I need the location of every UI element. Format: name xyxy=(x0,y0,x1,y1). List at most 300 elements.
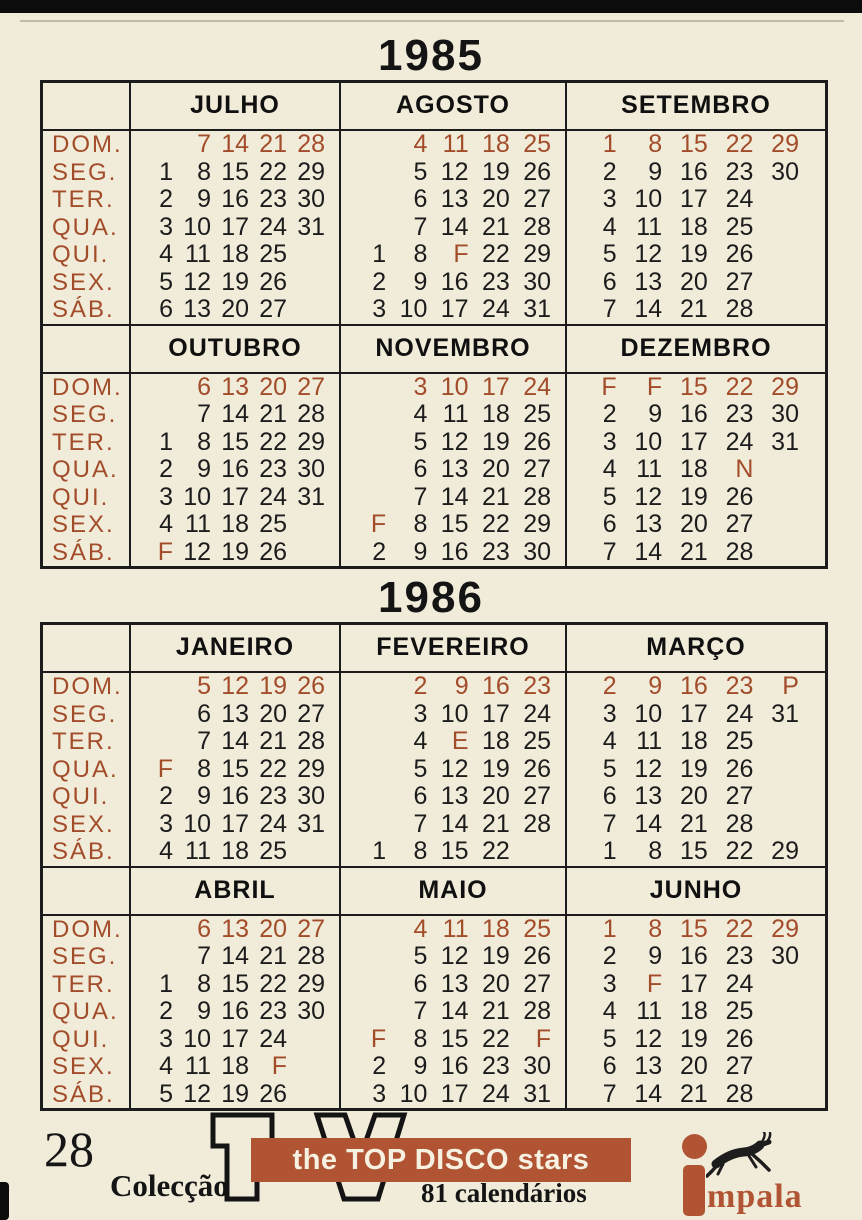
day-number: 7 xyxy=(197,400,211,428)
day-cells xyxy=(565,296,825,324)
day-number: 3 xyxy=(372,1079,387,1108)
day-number: 15 xyxy=(679,372,708,401)
day-number: 15 xyxy=(440,1024,469,1053)
day-number xyxy=(753,1081,799,1109)
day-number xyxy=(345,756,386,784)
day-number: 18 xyxy=(221,240,249,268)
day-number: 15 xyxy=(440,837,469,865)
month-header-row xyxy=(43,625,825,673)
day-number: 6 xyxy=(197,372,211,401)
day-number: 22 xyxy=(481,837,510,865)
day-number: 28 xyxy=(297,400,325,428)
day-cells xyxy=(129,701,339,729)
day-row xyxy=(43,1081,825,1109)
day-number xyxy=(287,539,325,567)
day-cells xyxy=(339,159,565,187)
day-number: 18 xyxy=(221,1052,249,1080)
day-label: SEG. xyxy=(52,700,118,728)
day-number: 16 xyxy=(679,672,708,700)
day-number: 12 xyxy=(440,427,469,456)
day-number: E xyxy=(451,727,469,755)
day-number: 13 xyxy=(183,295,211,323)
day-number xyxy=(753,214,799,242)
day-label: SEX. xyxy=(52,268,115,296)
day-number: 31 xyxy=(771,427,799,456)
day-number: 29 xyxy=(297,969,325,998)
day-number: 13 xyxy=(634,510,663,538)
day-number xyxy=(345,374,386,402)
day-number: 14 xyxy=(634,809,663,838)
day-number: 7 xyxy=(602,1079,617,1108)
day-number: F xyxy=(601,372,617,401)
day-number: 17 xyxy=(440,295,469,323)
day-number: 28 xyxy=(297,130,325,158)
day-cells xyxy=(565,838,825,866)
day-number: 10 xyxy=(634,699,663,728)
day-number: 25 xyxy=(523,400,551,428)
day-number: 3 xyxy=(602,427,617,456)
day-label: SEX. xyxy=(52,511,115,538)
day-number xyxy=(345,783,386,811)
day-number: 6 xyxy=(413,969,428,998)
day-number: 18 xyxy=(679,727,708,755)
day-row xyxy=(43,1053,825,1081)
day-number: 19 xyxy=(259,672,287,700)
day-number xyxy=(753,971,799,999)
day-number: 31 xyxy=(297,212,325,241)
day-cells xyxy=(565,484,825,512)
day-number: 13 xyxy=(221,914,249,943)
day-cells xyxy=(129,186,339,214)
day-row xyxy=(43,131,825,159)
day-cells xyxy=(129,943,339,971)
day-number: 4 xyxy=(413,914,428,943)
day-number xyxy=(345,429,386,457)
day-number: 13 xyxy=(440,185,469,213)
day-number: 10 xyxy=(634,427,663,456)
day-label: TER. xyxy=(52,970,115,998)
day-number: 14 xyxy=(221,942,249,970)
day-number: 24 xyxy=(259,482,287,511)
day-number: 7 xyxy=(413,482,428,511)
day-number: 29 xyxy=(297,427,325,456)
issue-number: 28 xyxy=(44,1121,94,1177)
day-number: 9 xyxy=(197,185,211,213)
day-number: 24 xyxy=(523,372,551,401)
day-number: 18 xyxy=(221,510,249,538)
day-number: 4 xyxy=(159,510,173,538)
day-number xyxy=(345,484,386,512)
day-number: 23 xyxy=(259,455,287,483)
day-number: 4 xyxy=(413,130,428,158)
day-number: 1 xyxy=(602,914,617,943)
day-number: 26 xyxy=(725,240,754,268)
day-number: 7 xyxy=(197,727,211,755)
month-name: JUNHO xyxy=(565,868,825,914)
day-number xyxy=(287,269,325,297)
day-number: 16 xyxy=(221,997,249,1025)
day-number: 10 xyxy=(183,809,211,838)
day-cells xyxy=(339,1053,565,1081)
day-number: 28 xyxy=(725,1079,754,1108)
day-cells xyxy=(129,296,339,324)
day-number: 7 xyxy=(602,809,617,838)
day-number xyxy=(510,838,551,866)
day-number: 20 xyxy=(679,782,708,810)
day-number: 24 xyxy=(725,699,754,728)
day-cells xyxy=(565,1053,825,1081)
day-cells xyxy=(565,186,825,214)
day-number: 22 xyxy=(725,837,754,865)
day-number: 6 xyxy=(413,455,428,483)
day-number: 16 xyxy=(440,1052,469,1080)
day-number: 17 xyxy=(221,1024,249,1053)
day-number: 8 xyxy=(648,130,663,158)
day-row xyxy=(43,241,825,269)
day-number: 24 xyxy=(481,295,510,323)
day-row xyxy=(43,269,825,297)
day-number: 3 xyxy=(413,372,428,401)
day-number: 28 xyxy=(523,809,551,838)
day-number: 20 xyxy=(679,267,708,296)
day-number: 28 xyxy=(523,212,551,241)
day-number: 7 xyxy=(413,809,428,838)
day-cells xyxy=(339,484,565,512)
day-number: 26 xyxy=(523,427,551,456)
day-number: 28 xyxy=(523,997,551,1025)
day-number: 26 xyxy=(297,672,325,700)
day-number: 5 xyxy=(602,1024,617,1053)
day-number: 11 xyxy=(636,455,663,483)
day-number: 26 xyxy=(725,754,754,783)
day-number: 9 xyxy=(197,455,211,483)
month-name: NOVEMBRO xyxy=(339,326,565,372)
day-number xyxy=(753,783,799,811)
day-cells xyxy=(129,131,339,159)
day-number: 7 xyxy=(197,942,211,970)
day-number: 10 xyxy=(634,185,663,213)
day-number: 28 xyxy=(725,537,754,566)
day-number: F xyxy=(157,754,173,783)
day-number: 30 xyxy=(771,157,799,186)
day-number: 13 xyxy=(221,372,249,401)
day-cells xyxy=(339,838,565,866)
day-number: 5 xyxy=(602,754,617,783)
day-label: SÁB. xyxy=(52,838,115,865)
day-number: F xyxy=(370,1024,387,1053)
day-number xyxy=(135,401,173,429)
day-label: SEG. xyxy=(52,158,118,186)
day-number xyxy=(135,701,173,729)
day-number: 21 xyxy=(679,537,708,566)
day-cells xyxy=(339,429,565,457)
day-number xyxy=(135,374,173,402)
day-cells xyxy=(565,783,825,811)
day-number: 14 xyxy=(221,727,249,755)
day-cells xyxy=(129,916,339,944)
day-number xyxy=(345,159,386,187)
day-number: 17 xyxy=(221,482,249,511)
day-row xyxy=(43,943,825,971)
day-number: 4 xyxy=(602,727,617,755)
leaping-impala-icon xyxy=(706,1132,776,1180)
day-number: 29 xyxy=(771,130,799,158)
day-number: 28 xyxy=(725,809,754,838)
day-number: 18 xyxy=(679,212,708,241)
day-number: F xyxy=(453,240,469,268)
day-number: 12 xyxy=(440,157,469,186)
day-row xyxy=(43,998,825,1026)
day-number: 20 xyxy=(221,295,249,323)
day-number: 27 xyxy=(523,782,551,810)
day-label: DOM. xyxy=(52,131,123,158)
day-number: 17 xyxy=(440,1079,469,1108)
day-number: 21 xyxy=(259,727,287,755)
day-number: 7 xyxy=(602,295,617,323)
day-number: 11 xyxy=(636,997,663,1025)
day-number xyxy=(753,811,799,839)
day-number: 3 xyxy=(159,482,173,511)
day-number: 20 xyxy=(679,510,708,538)
day-cells xyxy=(339,214,565,242)
day-number: 15 xyxy=(221,427,249,456)
impala-i-stem xyxy=(683,1165,705,1216)
day-row xyxy=(43,511,825,539)
day-number: 25 xyxy=(523,727,551,755)
day-cells xyxy=(129,783,339,811)
day-cells xyxy=(565,756,825,784)
impala-wordmark: mpala xyxy=(707,1178,803,1215)
day-cells xyxy=(565,943,825,971)
day-number: 9 xyxy=(197,782,211,810)
month-name: DEZEMBRO xyxy=(565,326,825,372)
day-number xyxy=(753,539,799,567)
day-number: 2 xyxy=(159,455,173,483)
day-number xyxy=(287,1053,325,1081)
day-number: 16 xyxy=(440,537,469,566)
day-number: 2 xyxy=(602,157,617,186)
day-number: 5 xyxy=(413,157,428,186)
day-number: 3 xyxy=(413,699,428,728)
day-row xyxy=(43,811,825,839)
day-number: 21 xyxy=(259,130,287,158)
day-number xyxy=(753,456,799,484)
day-cells xyxy=(565,511,825,539)
day-number: 24 xyxy=(481,1079,510,1108)
day-cells xyxy=(339,401,565,429)
day-number xyxy=(753,484,799,512)
day-number: 12 xyxy=(221,672,249,700)
day-cells xyxy=(129,1053,339,1081)
day-number: 26 xyxy=(523,942,551,970)
day-number: 2 xyxy=(602,942,617,970)
day-number: 6 xyxy=(602,267,617,296)
day-cells xyxy=(565,1081,825,1109)
day-number: 20 xyxy=(481,782,510,810)
day-number: 1 xyxy=(159,969,173,998)
day-number: 30 xyxy=(771,942,799,970)
day-number: 6 xyxy=(197,914,211,943)
day-cells xyxy=(129,401,339,429)
day-row xyxy=(43,374,825,402)
day-number: 24 xyxy=(259,212,287,241)
day-number: 17 xyxy=(221,212,249,241)
day-cells xyxy=(339,511,565,539)
day-row xyxy=(43,1026,825,1054)
day-row xyxy=(43,429,825,457)
day-number: 16 xyxy=(679,942,708,970)
day-number: 3 xyxy=(602,699,617,728)
collection-label: Colecção xyxy=(110,1168,229,1203)
day-cells xyxy=(339,269,565,297)
day-number: 20 xyxy=(481,969,510,998)
day-number xyxy=(753,511,799,539)
day-number: 16 xyxy=(440,267,469,296)
day-number: 27 xyxy=(725,1052,754,1080)
day-number: 9 xyxy=(413,537,428,566)
day-number: 14 xyxy=(440,997,469,1025)
day-number: 30 xyxy=(523,1052,551,1080)
day-label: DOM. xyxy=(52,373,123,401)
day-cells xyxy=(565,971,825,999)
day-number: 23 xyxy=(725,942,754,970)
day-number: 8 xyxy=(197,969,211,998)
day-number: 13 xyxy=(634,1052,663,1080)
day-number: 10 xyxy=(183,482,211,511)
day-number: F xyxy=(157,537,173,566)
day-number: 19 xyxy=(679,240,708,268)
day-number: 14 xyxy=(634,295,663,323)
day-number: 10 xyxy=(399,295,428,323)
day-label: QUI. xyxy=(52,783,110,810)
day-number: 16 xyxy=(221,782,249,810)
day-number: 19 xyxy=(221,1079,249,1108)
day-number: 15 xyxy=(221,969,249,998)
day-label: TER. xyxy=(52,428,115,456)
day-label: TER. xyxy=(52,186,115,213)
day-row xyxy=(43,484,825,512)
day-number: 8 xyxy=(413,240,428,268)
day-number xyxy=(753,1026,799,1054)
day-number: 20 xyxy=(259,372,287,401)
day-number: 29 xyxy=(523,510,551,538)
month-header-row xyxy=(43,83,825,131)
day-number: 21 xyxy=(679,809,708,838)
year-title-1986: 1986 xyxy=(378,573,484,622)
day-number: 11 xyxy=(636,727,663,755)
day-number: 19 xyxy=(679,754,708,783)
day-number xyxy=(345,701,386,729)
day-cells xyxy=(129,998,339,1026)
day-number: 2 xyxy=(602,672,617,700)
day-cells xyxy=(339,1026,565,1054)
day-number: 21 xyxy=(481,997,510,1025)
day-number: 8 xyxy=(413,510,428,538)
day-number: 28 xyxy=(297,727,325,755)
day-label: QUI. xyxy=(52,241,110,268)
day-number: 8 xyxy=(197,754,211,783)
day-number: 17 xyxy=(679,969,708,998)
day-number: 7 xyxy=(197,130,211,158)
day-number xyxy=(345,971,386,999)
day-row xyxy=(43,401,825,429)
day-number: 28 xyxy=(725,295,754,323)
day-number: 10 xyxy=(440,699,469,728)
day-cells xyxy=(339,998,565,1026)
day-number xyxy=(287,1026,325,1054)
day-number xyxy=(345,401,386,429)
day-number: 26 xyxy=(725,482,754,511)
day-number: 3 xyxy=(159,1024,173,1053)
day-number: 5 xyxy=(602,482,617,511)
day-number: 20 xyxy=(679,1052,708,1080)
day-number: 4 xyxy=(602,212,617,241)
day-number: 19 xyxy=(679,482,708,511)
day-label: QUI. xyxy=(52,1025,110,1053)
day-number: 1 xyxy=(372,837,387,865)
day-number: 11 xyxy=(442,400,469,428)
scan-shadow-line xyxy=(20,20,844,22)
day-number: 3 xyxy=(602,969,617,998)
day-number: 25 xyxy=(259,240,287,268)
day-row xyxy=(43,456,825,484)
day-label: SEX. xyxy=(52,810,115,838)
day-label: SÁB. xyxy=(52,538,115,566)
day-number: 2 xyxy=(413,672,428,700)
day-number: 8 xyxy=(648,837,663,865)
month-name: SETEMBRO xyxy=(565,83,825,129)
day-number: 17 xyxy=(679,185,708,213)
day-number: 21 xyxy=(481,809,510,838)
day-row xyxy=(43,701,825,729)
day-number: 16 xyxy=(221,185,249,213)
corner-cell xyxy=(43,625,129,671)
day-number xyxy=(753,728,799,756)
day-number: 20 xyxy=(481,185,510,213)
day-number xyxy=(753,296,799,324)
day-number: 27 xyxy=(725,267,754,296)
day-cells xyxy=(565,701,825,729)
day-number xyxy=(287,838,325,866)
day-number: 17 xyxy=(679,427,708,456)
day-number xyxy=(345,131,386,159)
day-row xyxy=(43,783,825,811)
day-number: 23 xyxy=(725,157,754,186)
day-cells xyxy=(129,374,339,402)
day-cells xyxy=(339,701,565,729)
day-number: 13 xyxy=(440,455,469,483)
day-number: 18 xyxy=(481,914,510,943)
day-number: 14 xyxy=(440,809,469,838)
day-number: 24 xyxy=(725,969,754,998)
day-number: 23 xyxy=(725,400,754,428)
day-number: 17 xyxy=(221,809,249,838)
day-number: 4 xyxy=(159,1052,173,1080)
day-number: 25 xyxy=(523,914,551,943)
day-number: 27 xyxy=(297,699,325,728)
day-number xyxy=(345,456,386,484)
day-number xyxy=(287,241,325,269)
day-number: 17 xyxy=(481,372,510,401)
month-name: JANEIRO xyxy=(129,625,339,671)
day-cells xyxy=(565,673,825,701)
day-number: 11 xyxy=(185,1052,211,1080)
day-number: 7 xyxy=(413,212,428,241)
day-number: 3 xyxy=(159,809,173,838)
day-cells xyxy=(565,456,825,484)
day-cells xyxy=(339,971,565,999)
day-cells xyxy=(565,241,825,269)
